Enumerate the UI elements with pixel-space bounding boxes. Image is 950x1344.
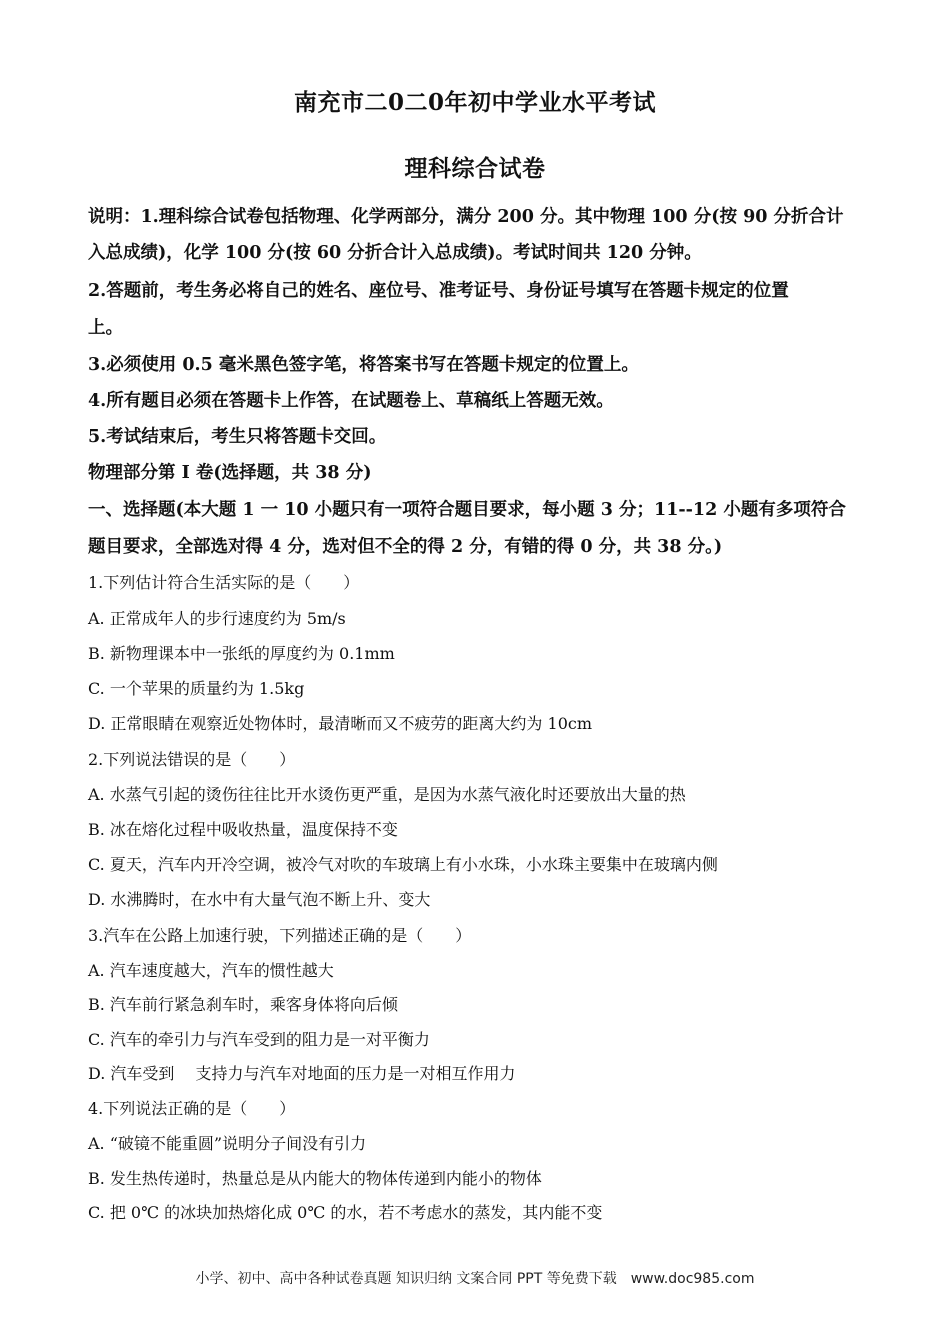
answer-option: B. 冰在熔化过程中吸收热量，温度保持不变 (88, 820, 398, 839)
answer-option: A. 正常成年人的步行速度约为 5m/s (88, 609, 346, 628)
answer-option: C. 汽车的牵引力与汽车受到的阻力是一对平衡力 (88, 1030, 430, 1049)
exam-title: 南充市二0二0年初中学业水平考试 (293, 89, 656, 116)
answer-option: C. 夏天，汽车内开冷空调，被冷气对吹的车玻璃上有小水珠，小水珠主要集中在玻璃内侧 (88, 855, 718, 874)
question-stem: 4.下列说法正确的是（ ） (88, 1099, 296, 1118)
instruction-line: 入总成绩)，化学 100 分(按 60 分折合计入总成绩)。考试时间共 120 分钟。 (88, 243, 702, 263)
answer-option: C. 一个苹果的质量约为 1.5kg (88, 679, 305, 698)
question-stem: 2.下列说法错误的是（ ） (88, 750, 296, 769)
answer-option: A. 水蒸气引起的烫伤往往比开水烫伤更严重，是因为水蒸气液化时还要放出大量的热 (88, 785, 686, 804)
answer-option: A. 汽车速度越大，汽车的惯性越大 (88, 961, 334, 980)
question-stem: 1.下列估计符合生活实际的是（ ） (88, 573, 360, 592)
instruction-line: 2.答题前，考生务必将自己的姓名、座位号、准考证号、身份证号填写在答题卡规定的位置 (88, 281, 789, 301)
answer-option: C. 把 0℃ 的冰块加热熔化成 0℃ 的水，若不考虑水的蒸发，其内能不变 (88, 1203, 603, 1222)
section-instruction: 一、选择题(本大题 1 一 10 小题只有一项符合题目要求，每小题 3 分；11--12 小题有多项符合 (88, 500, 846, 520)
answer-option: D. 正常眼睛在观察近处物体时，最清晰而又不疲劳的距离大约为 10cm (88, 714, 593, 733)
answer-option: B. 新物理课本中一张纸的厚度约为 0.1mm (88, 644, 395, 663)
instruction-line: 上。 (88, 318, 123, 338)
exam-subtitle: 理科综合试卷 (404, 155, 546, 182)
answer-option: D. 汽车受到 支持力与汽车对地面的压力是一对相互作用力 (88, 1064, 516, 1083)
instruction-line: 5.考试结束后，考生只将答题卡交回。 (88, 427, 387, 447)
instruction-line: 3.必须使用 0.5 毫米黑色签字笔，将答案书写在答题卡规定的位置上。 (88, 355, 639, 375)
answer-option: D. 水沸腾时，在水中有大量气泡不断上升、变大 (88, 890, 431, 909)
question-stem: 3.汽车在公路上加速行驶，下列描述正确的是（ ） (88, 926, 472, 945)
section-instruction: 题目要求，全部选对得 4 分，选对但不全的得 2 分，有错的得 0 分，共 38 分。) (88, 537, 723, 557)
section-heading: 物理部分第 I 卷(选择题，共 38 分) (88, 463, 372, 483)
page-footer: 小学、初中、高中各种试卷真题 知识归纳 文案合同 PPT 等免费下载 www.doc985.com (195, 1271, 755, 1287)
instruction-line: 说明：1.理科综合试卷包括物理、化学两部分，满分 200 分。其中物理 100 分(按 90 分折合计 (88, 207, 844, 227)
answer-option: B. 汽车前行紧急刹车时，乘客身体将向后倾 (88, 995, 398, 1014)
answer-option: A. “破镜不能重圆”说明分子间没有引力 (88, 1134, 367, 1153)
instruction-line: 4.所有题目必须在答题卡上作答，在试题卷上、草稿纸上答题无效。 (88, 391, 614, 411)
answer-option: B. 发生热传递时，热量总是从内能大的物体传递到内能小的物体 (88, 1169, 542, 1188)
